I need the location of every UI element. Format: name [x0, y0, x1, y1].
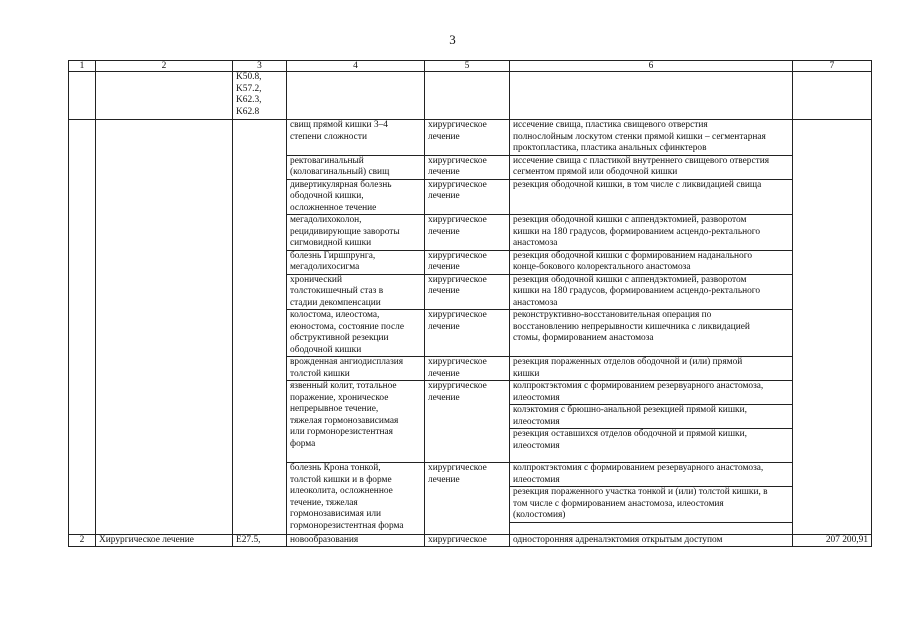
- diagnosis-cell: дивертикулярная болезнь ободочной кишки, осложненное течение: [287, 179, 425, 215]
- method-cell: колпроктэктомия с формированием резервуарного анастомоза, илеостомия: [510, 381, 793, 405]
- method-cell: односторонняя адреналэктомия открытым доступом: [510, 534, 793, 547]
- row-number: 2: [69, 534, 96, 547]
- treatment-cell: хирургическое: [425, 534, 510, 547]
- method-cell: резекция ободочной кишки, в том числе с ликвидацией свища: [510, 179, 793, 215]
- method-cell: резекция оставшихся отделов ободочной и прямой кишки, илеостомия: [510, 429, 793, 463]
- price-cell: 207 200,91: [793, 534, 872, 547]
- column-header: 5: [425, 61, 510, 72]
- column-header: 2: [96, 61, 233, 72]
- diagnosis-cell: новообразования: [287, 534, 425, 547]
- treatment-cell: хирургическое лечение: [425, 179, 510, 215]
- icd-codes: K50.8, K57.2, K62.3, K62.8: [233, 72, 287, 120]
- diagnosis-cell: свищ прямой кишки 3–4 степени сложности: [287, 120, 425, 156]
- method-cell: реконструктивно-восстановительная операция по восстановлению непрерывности кишечника с ликвидацией стомы, формированием анастомоза: [510, 310, 793, 357]
- treatment-cell: хирургическое лечение: [425, 357, 510, 381]
- method-cell: иссечение свища, пластика свищевого отверстия полнослойным лоскутом стенки прямой кишки – сегментарная проктопластика, пластика анальных сфинктеров: [510, 120, 793, 156]
- table-row: [69, 120, 872, 156]
- diagnosis-cell: болезнь Гиршпрунга, мегадолихосигма: [287, 250, 425, 274]
- method-cell: резекция ободочной кишки с аппендэктомией, разворотом кишки на 180 градусов, формированием асцендо-ректального анастомоза: [510, 215, 793, 251]
- icd-codes: E27.5,: [233, 534, 287, 547]
- span-cell-3: [233, 120, 287, 535]
- method-cell: резекция ободочной кишки с аппендэктомией, разворотом кишки на 180 градусов, формированием асцендо-ректального анастомоза: [510, 274, 793, 310]
- treatment-cell: хирургическое лечение: [425, 155, 510, 179]
- span-cell-1: [69, 120, 96, 535]
- diagnosis-cell: болезнь Крона тонкой, толстой кишки и в форме илеоколита, осложненное течение, тяжелая гормонозависимая или гормонорезистентная форма: [287, 463, 425, 535]
- treatment-cell: хирургическое лечение: [425, 310, 510, 357]
- method-cell: резекция пораженного участка тонкой и (или) толстой кишки, в том числе с формированием анастомоза, илеостомия (колостомия): [510, 487, 793, 523]
- service-name: Хирургическое лечение: [96, 534, 233, 547]
- method-cell: резекция ободочной кишки с формированием наданального конце-бокового колоректального анастомоза: [510, 250, 793, 274]
- column-header: 4: [287, 61, 425, 72]
- column-number-row: [69, 61, 872, 72]
- table-row: [69, 534, 872, 547]
- column-header: 1: [69, 61, 96, 72]
- diagnosis-cell: язвенный колит, тотальное поражение, хроническое непрерывное течение, тяжелая гормонозависимая или гормонорезистентная форма: [287, 381, 425, 463]
- codes-row: [69, 72, 872, 120]
- page-number: 3: [449, 32, 456, 47]
- treatment-cell: хирургическое лечение: [425, 120, 510, 156]
- method-cell: колпроктэктомия с формированием резервуарного анастомоза, илеостомия: [510, 463, 793, 487]
- column-header: 7: [793, 61, 872, 72]
- span-cell-7: [793, 120, 872, 535]
- column-header: 6: [510, 61, 793, 72]
- treatment-cell: хирургическое лечение: [425, 381, 510, 463]
- treatment-cell: хирургическое лечение: [425, 463, 510, 535]
- diagnosis-cell: ректовагинальный (коловагинальный) свищ: [287, 155, 425, 179]
- medical-services-table: [68, 60, 872, 547]
- diagnosis-cell: врожденная ангиодисплазия толстой кишки: [287, 357, 425, 381]
- method-cell: резекция пораженных отделов ободочной и (или) прямой кишки: [510, 357, 793, 381]
- column-header: 3: [233, 61, 287, 72]
- span-cell-2: [96, 120, 233, 535]
- diagnosis-cell: мегадолихоколон, рецидивирующие завороты сигмовидной кишки: [287, 215, 425, 251]
- treatment-cell: хирургическое лечение: [425, 274, 510, 310]
- diagnosis-cell: колостома, илеостома, еюностома, состояние после обструктивной резекции ободочной кишки: [287, 310, 425, 357]
- treatment-cell: хирургическое лечение: [425, 250, 510, 274]
- treatment-cell: хирургическое лечение: [425, 215, 510, 251]
- method-cell: иссечение свища с пластикой внутреннего свищевого отверстия сегментом прямой или ободочной кишки: [510, 155, 793, 179]
- method-cell: колэктомия с брюшно-анальной резекцией прямой кишки, илеостомия: [510, 405, 793, 429]
- diagnosis-cell: хронический толстокишечный стаз в стадии декомпенсации: [287, 274, 425, 310]
